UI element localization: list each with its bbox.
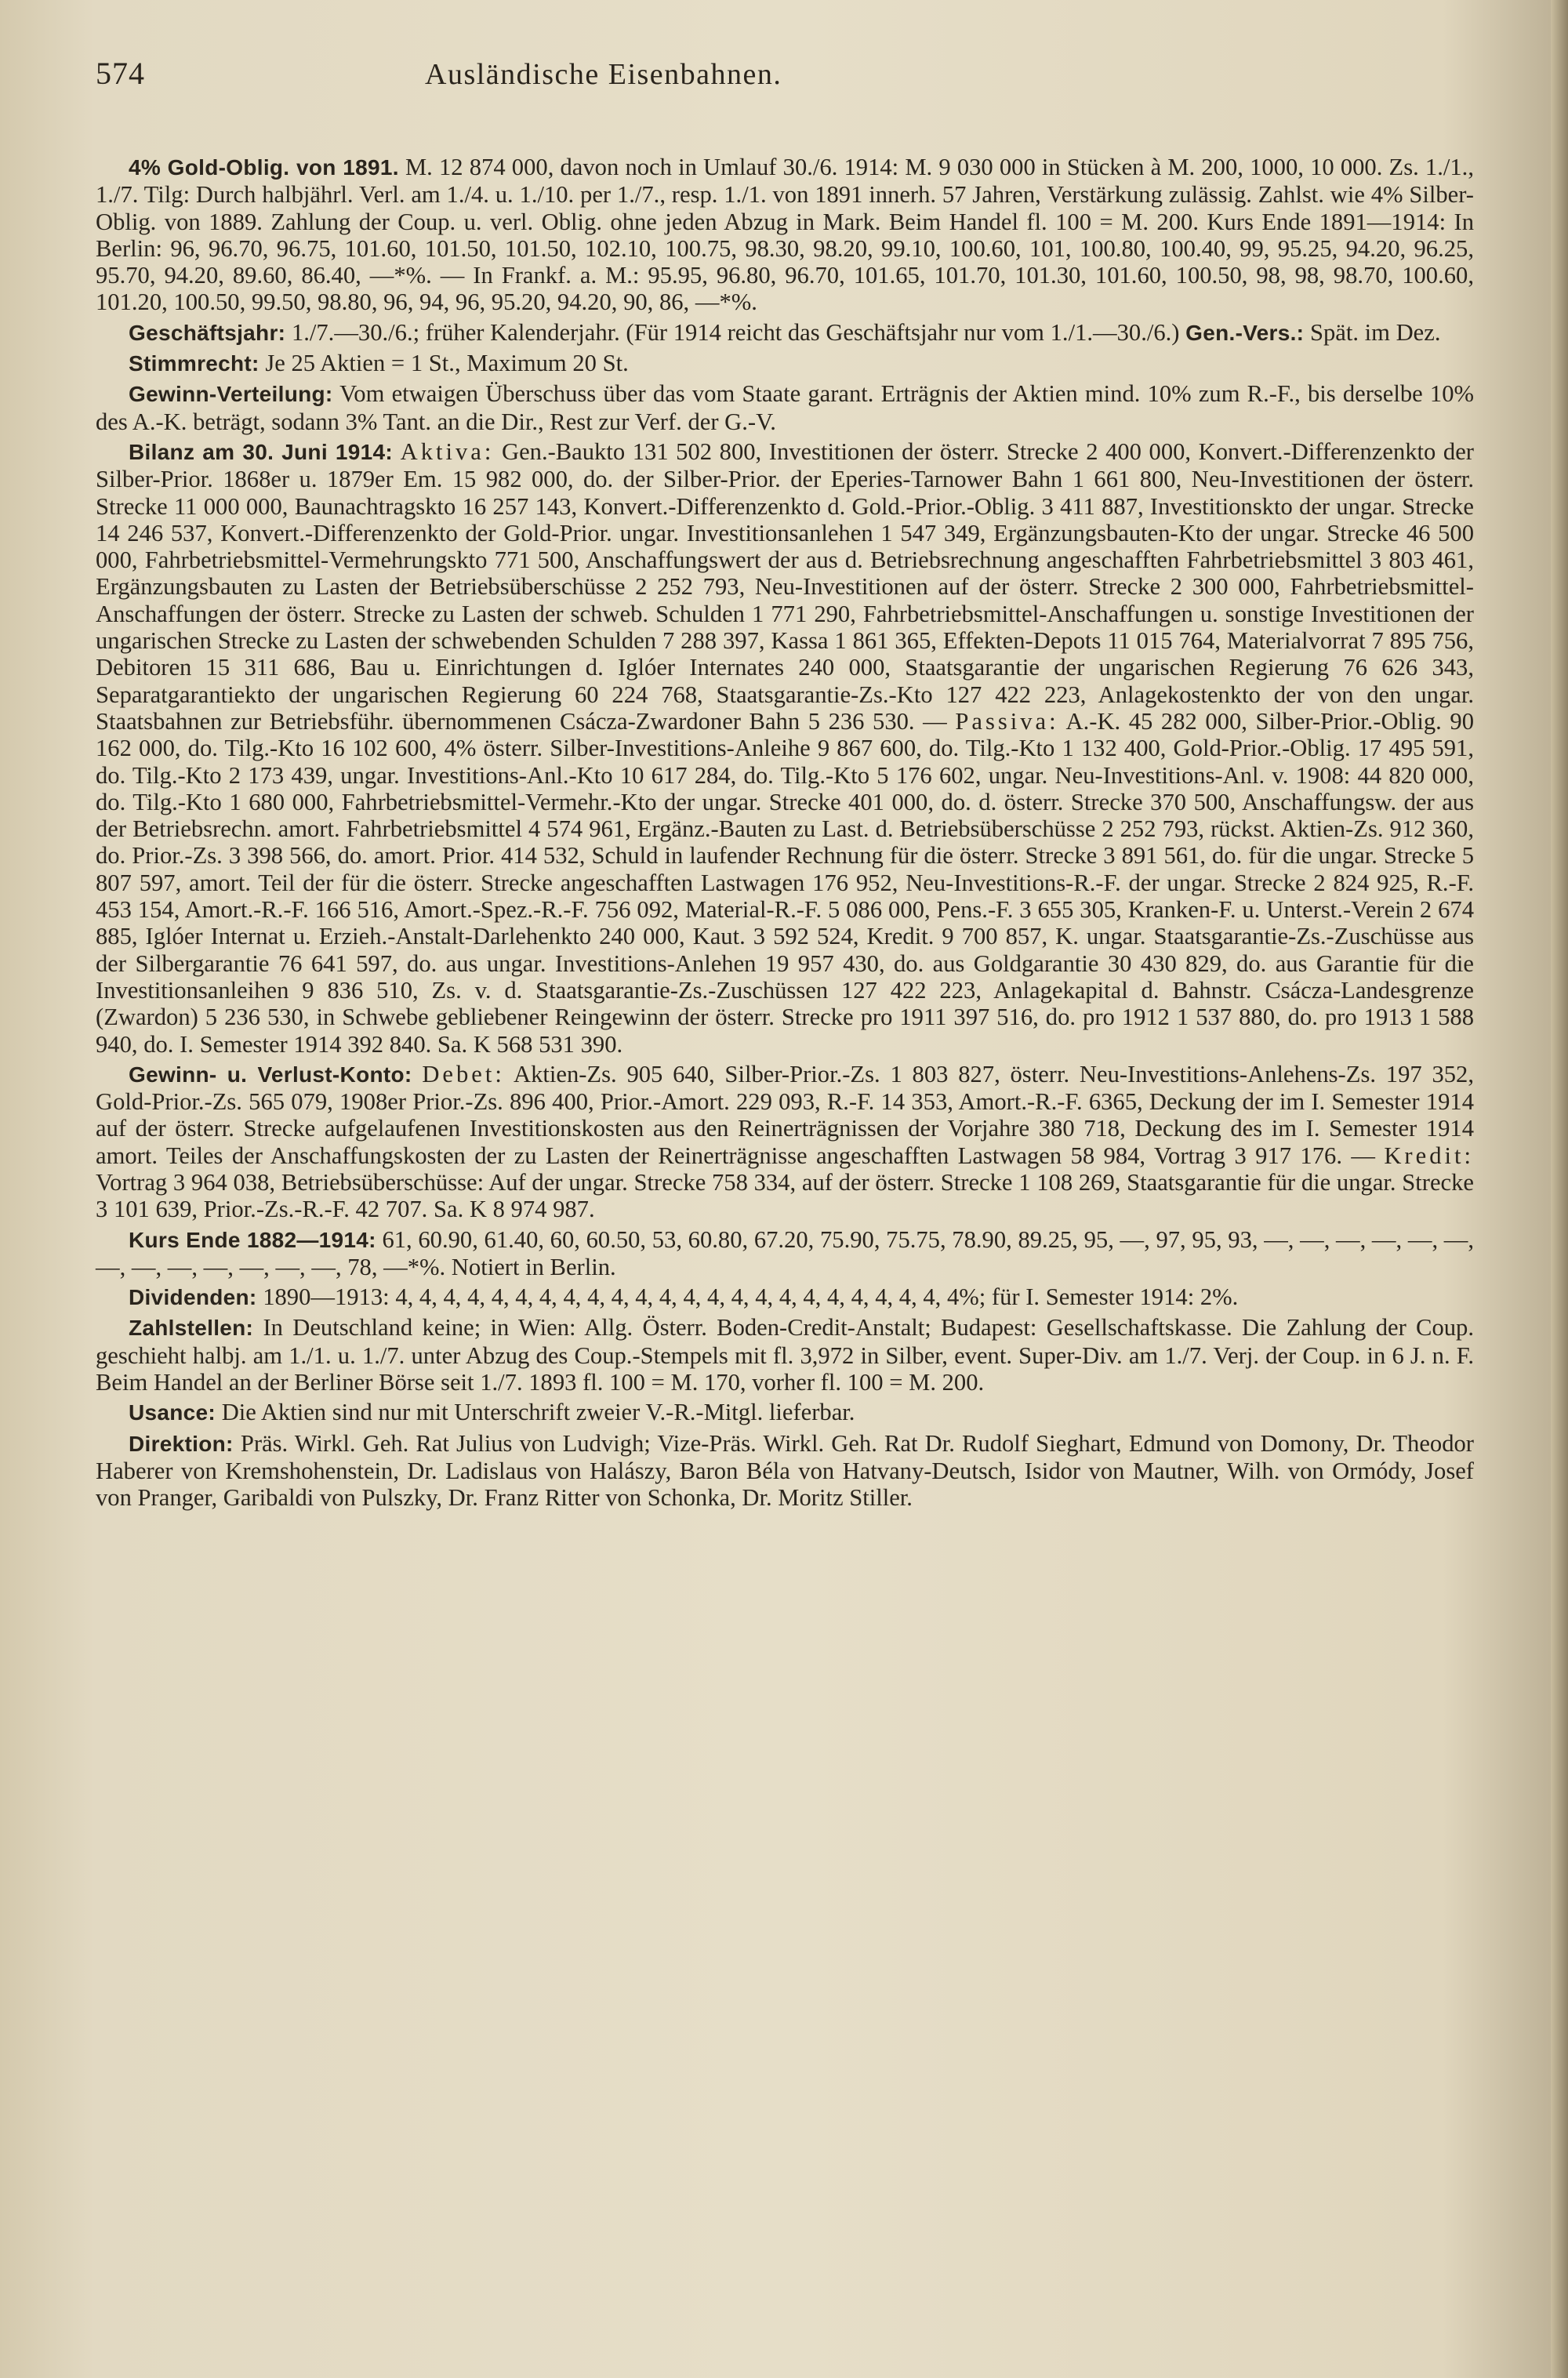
section-label: Direktion: <box>129 1431 234 1456</box>
book-spine-shadow <box>1551 0 1568 2378</box>
section-text: Präs. Wirkl. Geh. Rat Julius von Ludvigh; Vize-Präs. Wirkl. Geh. Rat Dr. Rudolf Sieghart, Edmund von Domony, Dr. Theodor Haberer von Kremshohenstein, Dr. Ladislaus von Halászy, Baron Béla von Hatvany-Deutsch, Isidor von Mautner, Wilh. von Ormódy, Josef von Pranger, Garibaldi von Pulszky, Dr. Franz Ritter von Schonka, Dr. Moritz Stiller. <box>96 1429 1474 1512</box>
section-label: Bilanz am 30. Juni 1914: <box>129 439 394 464</box>
kredit-text: Vortrag 3 964 038, Betriebsüberschüsse: Auf der ungar. Strecke 758 334, auf der österr. Strecke 1 108 269, Staatsgarantie für die ungar. Strecke 3 101 639, Prior.-Zs.-R.-F. 42 707. Sa. K 8 974 987. <box>96 1168 1474 1223</box>
section-text: 1./7.—30./6.; früher Kalenderjahr. (Für 1914 reicht das Geschäftsjahr nur vom 1./1.—30./6.) <box>291 318 1180 346</box>
section-text: Die Aktien sind nur mit Unterschrift zweier V.-R.-Mitgl. lieferbar. <box>221 1399 855 1426</box>
page-number: 574 <box>96 56 145 91</box>
section-label: Stimmrecht: <box>129 351 260 376</box>
gewinn-verteilung-section <box>96 380 1474 435</box>
section-label: Dividenden: <box>129 1285 257 1310</box>
bilanz-section <box>96 438 1474 1058</box>
section-text: Je 25 Aktien = 1 St., Maximum 20 St. <box>265 350 629 377</box>
section-text: Vom etwaigen Überschuss über das vom Staate garant. Erträgnis der Aktien mind. 10% zum R.-F., bis derselbe 10% des A.-K. beträgt, sodann 3% Tant. an die Dir., Rest zur Verf. der G.-V. <box>96 380 1474 435</box>
debet-text: Aktien-Zs. 905 640, Silber-Prior.-Zs. 1 803 827, österr. Neu-Investitions-Anlehens-Zs. 197 352, Gold-Prior.-Zs. 565 079, 1908er Prior.-Zs. 896 400, Prior.-Amort. 229 093, R.-F. 14 353, Amort.-R.-F. 6365, Deckung der im I. Semester 1914 auf der österr. Strecke aufgelaufenen Investitionskosten aus den Reinerträgnissen der Vorjahre 380 718, Deckung des im I. Semester 1914 amort. Teiles der Anschaffungskosten der zu Lasten der Reinerträgnisse angeschafften Lastwagen 58 984, Vortrag 3 917 176. — <box>96 1060 1474 1169</box>
document-body <box>96 154 1474 1512</box>
page-header <box>96 55 1474 110</box>
gewinn-verlust-section <box>96 1061 1474 1223</box>
section-text: In Deutschland keine; in Wien: Allg. Österr. Boden-Credit-Anstalt; Budapest: Gesellschaftskasse. Die Zahlung der Coup. geschieht halbj. am 1./1. u. 1./7. unter Abzug des Coup.-Stempels mit fl. 3,972 in Silber, event. Super-Div. am 1./7. Verj. der Coup. in 6 J. n. F. Beim Handel an der Berliner Börse seit 1./7. 1893 fl. 100 = M. 170, vorher fl. 100 = M. 200. <box>96 1314 1474 1396</box>
section-text: M. 12 874 000, davon noch in Umlauf 30./6. 1914: M. 9 030 000 in Stücken à M. 200, 1000, 10 000. Zs. 1./1., 1./7. Tilg: Durch halbjährl. Verl. am 1./4. u. 1./10. per 1./7., resp. 1./1. von 1891 innerh. 57 Jahren, Verstärkung zulässig. Zahlst. wie 4% Silber-Oblig. von 1889. Zahlung der Coup. u. verl. Oblig. ohne jeden Abzug in Mark. Beim Handel fl. 100 = M. 200. Kurs Ende 1891—1914: In Berlin: 96, 96.70, 96.75, 101.60, 101.50, 101.50, 102.10, 100.75, 98.30, 98.20, 99.10, 100.60, 101, 100.80, 100.40, 99, 95.25, 94.20, 96.25, 95.70, 94.20, 89.60, 86.40, —*%. — In Frankf. a. M.: 95.95, 96.80, 96.70, 101.65, 101.70, 101.30, 101.60, 100.50, 98, 98, 98.70, 100.60, 101.20, 100.50, 99.50, 98.80, 96, 94, 96, 95.20, 94.20, 90, 86, —*%. <box>96 154 1474 316</box>
usance-section <box>96 1399 1474 1426</box>
section-label: Zahlstellen: <box>129 1316 254 1341</box>
section-label: Gewinn- u. Verlust-Konto: <box>129 1062 412 1087</box>
direktion-section <box>96 1430 1474 1512</box>
aktiva-label: Aktiva: <box>400 437 495 465</box>
gold-oblig-section <box>96 154 1474 316</box>
section-text: 1890—1913: 4, 4, 4, 4, 4, 4, 4, 4, 4, 4, 4, 4, 4, 4, 4, 4, 4, 4, 4, 4, 4, 4, 4, 4%; für I. Semester 1914: 2%. <box>263 1283 1239 1311</box>
kurs-section <box>96 1226 1474 1281</box>
section-label: 4% Gold-Oblig. von 1891. <box>129 155 399 180</box>
dividenden-section <box>96 1283 1474 1311</box>
kredit-label: Kredit: <box>1384 1142 1474 1169</box>
passiva-label: Passiva: <box>955 707 1059 735</box>
geschaeftsjahr-section <box>96 319 1474 347</box>
section-label-secondary: Gen.-Vers.: <box>1185 320 1305 345</box>
section-label: Usance: <box>129 1400 216 1425</box>
stimmrecht-section <box>96 350 1474 377</box>
debet-label: Debet: <box>422 1060 505 1087</box>
section-label: Kurs Ende 1882—1914: <box>129 1227 376 1252</box>
section-text: 61, 60.90, 61.40, 60, 60.50, 53, 60.80, 67.20, 75.90, 75.75, 78.90, 89.25, 95, —, 97, 95, 93, —, —, —, —, —, —, —, —, —, —, —, —, —, 78, —*%. Notiert in Berlin. <box>96 1225 1475 1280</box>
zahlstellen-section <box>96 1314 1474 1396</box>
running-title: Ausländische Eisenbahnen. <box>425 58 782 91</box>
aktiva-text: Gen.-Baukto 131 502 800, Investitionen der österr. Strecke 2 400 000, Konvert.-Differenzenkto der Silber-Prior. 1868er u. 1879er Em. 15 982 000, do. der Silber-Prior. der Eperies-Tarnower Bahn 1 661 800, Neu-Investitionen der österr. Strecke 11 000 000, Baunachtragskto 16 257 143, Konvert.-Differenzenkto d. Gold.-Prior.-Oblig. 3 411 887, Investitionskto der ungar. Strecke 14 246 537, Konvert.-Differenzenkto der Gold-Prior. ungar. Investitionsanlehen 1 547 349, Ergänzungsbauten-Kto der ungar. Strecke 46 500 000, Fahrbetriebsmittel-Vermehrungskto 771 500, Anschaffungswert der aus d. Betriebsrechnung angeschafften Fahrbetriebsmittel 3 803 461, Ergänzungsbauten zu Lasten der Betriebsüberschüsse 2 252 793, Neu-Investitionen auf der österr. Strecke 2 300 000, Fahrbetriebsmittel-Anschaffungen der österr. Strecke zu Lasten der schweb. Schulden 1 771 290, Fahrbetriebsmittel-Anschaffungen u. sonstige Investitionen der ungarischen Strecke zu Lasten der schwebenden Schulden 7 288 397, Kassa 1 861 365, Effekten-Depots 11 015 764, Materialvorrat 7 895 756, Debitoren 15 311 686, Bau u. Einrichtungen d. Iglóer Internates 240 000, Staatsgarantie der ungarischen Regierung 76 626 343, Separatgarantiekto der ungarischen Regierung 60 224 768, Staatsgarantie-Zs.-Kto 127 422 223, Anlagekostenkto der von den ungar. Staatsbahnen zur Betriebsführ. übernommenen Csácza-Zwardoner Bahn 5 236 530. — <box>96 437 1474 735</box>
section-label: Geschäftsjahr: <box>129 320 286 345</box>
passiva-text: A.-K. 45 282 000, Silber-Prior.-Oblig. 90 162 000, do. Tilg.-Kto 16 102 600, 4% österr. Silber-Investitions-Anleihe 9 867 600, do. Tilg.-Kto 1 132 400, Gold-Prior.-Oblig. 17 495 591, do. Tilg.-Kto 2 173 439, ungar. Investitions-Anl.-Kto 10 617 284, do. Tilg.-Kto 5 176 602, ungar. Neu-Investitions-Anl. v. 1908: 44 820 000, do. Tilg.-Kto 1 680 000, Fahrbetriebsmittel-Vermehr.-Kto der ungar. Strecke 401 000, do. d. österr. Strecke 370 500, Anschaffungsw. der aus der Betriebsrechn. amort. Fahrbetriebsmittel 4 574 961, Ergänz.-Bauten zu Last. d. Betriebsüberschüsse 2 252 793, rückst. Aktien-Zs. 912 360, do. Prior.-Zs. 3 398 566, do. amort. Prior. 414 532, Schuld in laufender Rechnung für die österr. Strecke 3 891 561, do. für die ungar. Strecke 5 807 597, amort. Teil der für die österr. Strecke angeschafften Lastwagen 176 952, Neu-Investitions-R.-F. der ungar. Strecke 2 824 925, R.-F. 453 154, Amort.-R.-F. 166 516, Amort.-Spez.-R.-F. 756 092, Material-R.-F. 5 086 000, Pens.-F. 3 655 305, Kranken-F. u. Unterst.-Verein 2 674 885, Iglóer Internat u. Erzieh.-Anstalt-Darlehenkto 240 000, Kaut. 3 592 524, Kredit. 9 700 857, K. ungar. Staatsgarantie-Zs.-Zuschüsse aus der Silbergarantie 76 641 597, do. aus ungar. Investitions-Anlehen 19 957 430, do. aus Goldgarantie 30 430 829, do. aus Garantie für die Investitionsanleihen 9 836 510, Zs. v. d. Staatsgarantie-Zs.-Zuschüssen 127 422 223, Anlagekapital d. Bahnstr. Csácza-Landesgrenze (Zwardon) 5 236 530, in Schwebe gebliebener Reingewinn der österr. Strecke pro 1911 397 516, do. pro 1912 1 537 880, do. pro 1913 1 588 940, do. I. Semester 1914 392 840. Sa. K 568 531 390. <box>96 707 1474 1058</box>
section-label: Gewinn-Verteilung: <box>129 382 333 407</box>
section-text-secondary: Spät. im Dez. <box>1309 318 1441 346</box>
